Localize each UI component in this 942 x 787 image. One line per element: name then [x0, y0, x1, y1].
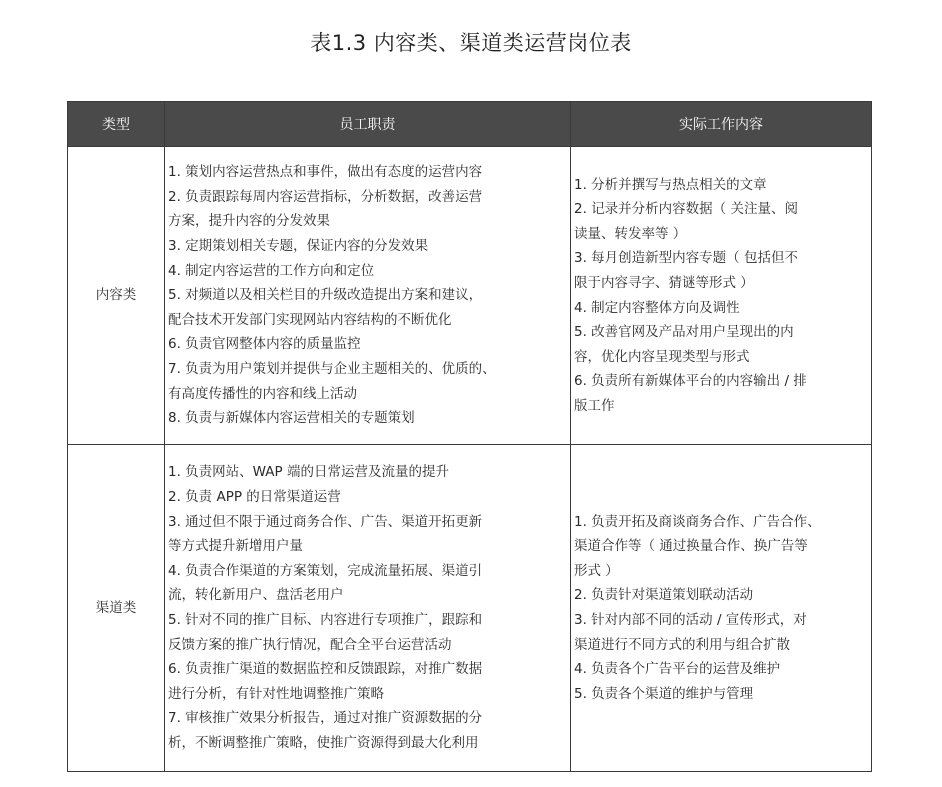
duty-line: 流，转化新用户、盘活老用户 — [168, 587, 344, 604]
work-line: 4. 负责各个广告平台的运营及维护 — [574, 661, 781, 678]
work-line: 2. 记录并分析内容数据（ 关注量、阅 — [574, 201, 798, 218]
work-line: 4. 制定内容整体方向及调性 — [574, 299, 740, 316]
table-row-content — [68, 147, 872, 445]
duties-cell — [165, 445, 571, 772]
duty-line: 等方式提升新增用户量 — [168, 538, 303, 555]
page-title: 表1.3 内容类、渠道类运营岗位表 — [310, 31, 632, 55]
work-line: 读量、转发率等 ） — [574, 225, 687, 242]
duty-line: 2. 负责跟踪每周内容运营指标，分析数据，改善运营 — [168, 188, 483, 205]
duty-line: 反馈方案的推广执行情况，配合全平台运营活动 — [168, 636, 452, 653]
type-cell: 内容类 — [68, 147, 165, 445]
work-line: 3. 针对内部不同的活动 / 宣传形式，对 — [574, 612, 807, 628]
work-line: 限于内容寻字、猜谜等形式 ） — [574, 274, 754, 291]
duty-line: 5. 对频道以及相关栏目的升级改造提出方案和建议， — [168, 287, 483, 304]
duty-line: 3. 定期策划相关专题，保证内容的分发效果 — [168, 238, 429, 255]
table-header-row — [68, 102, 872, 147]
work-line: 形式 ） — [574, 562, 619, 579]
work-cell — [571, 445, 872, 772]
work-line: 1. 负责开拓及商谈商务合作、广告合作、 — [574, 513, 821, 530]
duty-line: 6. 负责官网整体内容的质量监控 — [168, 336, 361, 353]
duty-line: 7. 审核推广效果分析报告，通过对推广资源数据的分 — [168, 710, 483, 727]
duty-line: 1. 策划内容运营热点和事件，做出有态度的运营内容 — [168, 164, 483, 181]
work-line: 2. 负责针对渠道策划联动活动 — [574, 587, 754, 604]
duty-line: 配合技术开发部门实现网站内容结构的不断优化 — [168, 311, 452, 328]
duty-line: 有高度传播性的内容和线上活动 — [168, 385, 357, 402]
work-line: 5. 负责各个渠道的维护与管理 — [574, 685, 754, 702]
duty-line: 8. 负责与新媒体内容运营相关的专题策划 — [168, 410, 415, 427]
header-duties: 员工职责 — [165, 102, 571, 147]
duty-line: 析，不断调整推广策略，使推广资源得到最大化利用 — [168, 734, 479, 751]
duty-line: 4. 负责合作渠道的方案策划，完成流量拓展、渠道引 — [168, 562, 483, 579]
duty-line: 3. 通过但不限于通过商务合作、广告、渠道开拓更新 — [168, 513, 483, 530]
header-work: 实际工作内容 — [571, 102, 872, 147]
type-cell: 渠道类 — [68, 445, 165, 772]
work-line: 容，优化内容呈现类型与形式 — [574, 348, 750, 365]
table-row-channel — [68, 445, 872, 772]
duty-line: 6. 负责推广渠道的数据监控和反馈跟踪，对推广数据 — [168, 661, 483, 678]
work-line: 5. 改善官网及产品对用户呈现出的内 — [574, 324, 794, 341]
duties-cell — [165, 147, 571, 445]
duty-line: 5. 针对不同的推广目标、内容进行专项推广，跟踪和 — [168, 612, 483, 628]
duty-line: 进行分析，有针对性地调整推广策略 — [168, 685, 384, 702]
work-line: 1. 分析并撰写与热点相关的文章 — [574, 176, 767, 193]
work-line: 3. 每月创造新型内容专题（ 包括但不 — [574, 250, 798, 267]
duty-line: 7. 负责为用户策划并提供与企业主题相关的、优质的、 — [168, 360, 496, 377]
duty-line: 方案，提升内容的分发效果 — [168, 213, 330, 230]
duty-line: 1. 负责网站、WAP 端的日常运营及流量的提升 — [168, 464, 449, 481]
work-line: 6. 负责所有新媒体平台的内容输出 / 排 — [574, 373, 807, 390]
work-cell — [571, 147, 872, 445]
duty-line: 4. 制定内容运营的工作方向和定位 — [168, 262, 375, 279]
work-line: 版工作 — [574, 397, 615, 414]
work-line: 渠道合作等（ 通过换量合作、换广告等 — [574, 538, 808, 555]
duty-line: 2. 负责 APP 的日常渠道运营 — [168, 489, 341, 506]
roles-table — [67, 101, 872, 772]
work-line: 渠道进行不同方式的利用与组合扩散 — [574, 636, 790, 653]
header-type: 类型 — [68, 102, 165, 147]
